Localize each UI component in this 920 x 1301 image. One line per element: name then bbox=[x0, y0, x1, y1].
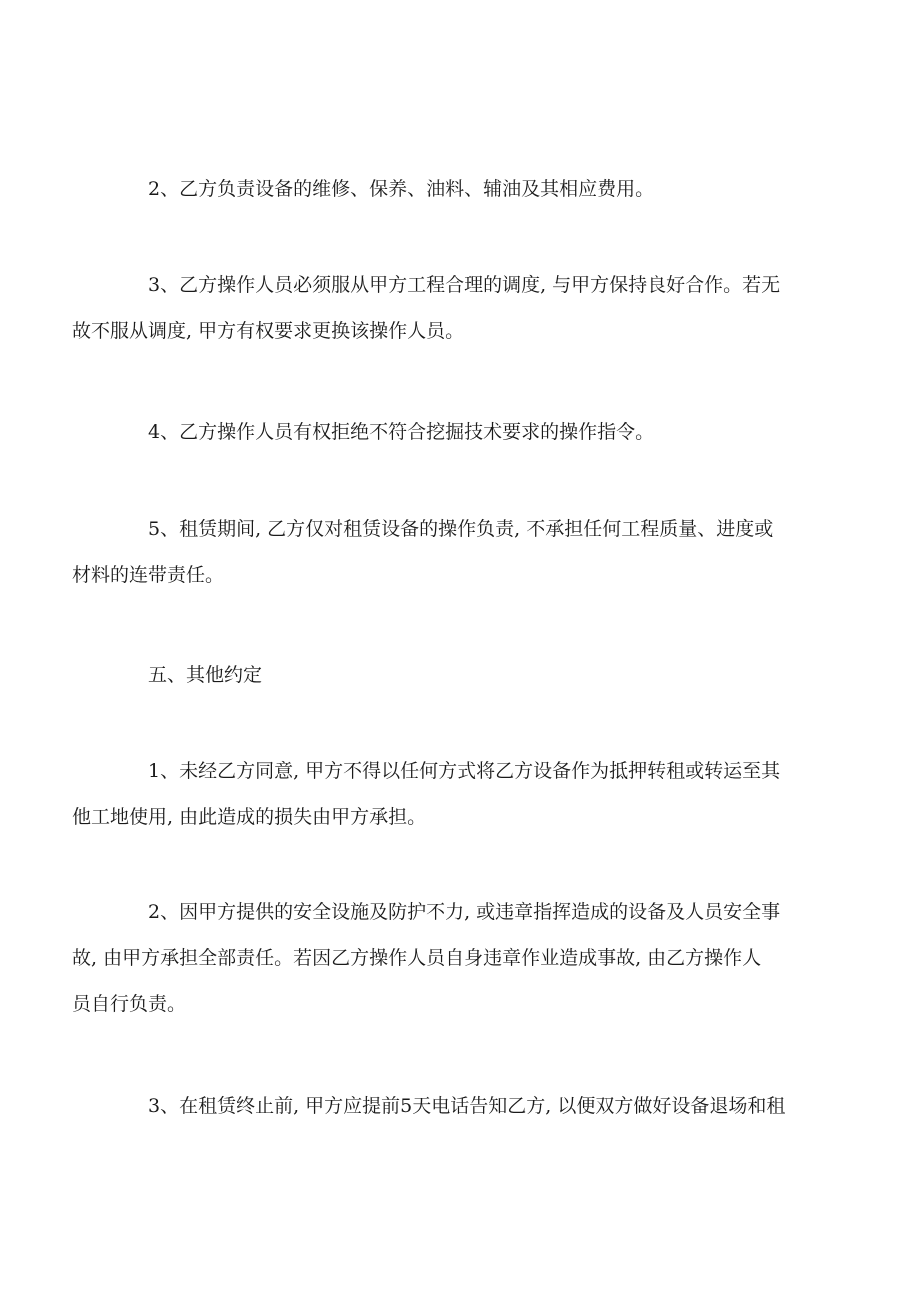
text-line: 4、乙方操作人员有权拒绝不符合挖掘技术要求的操作指令。 bbox=[148, 421, 655, 443]
text-line: 5、租赁期间, 乙方仅对租赁设备的操作负责, 不承担任何工程质量、进度或 bbox=[148, 518, 774, 540]
section-heading-other-agreements bbox=[110, 652, 810, 698]
text-line: 他工地使用, 由此造成的损失由甲方承担。 bbox=[72, 806, 427, 828]
text-line: 故不服从调度, 甲方有权要求更换该操作人员。 bbox=[72, 320, 465, 342]
text-line: 故, 由甲方承担全部责任。若因乙方操作人员自身违章作业造成事故, 由乙方操作人 bbox=[72, 947, 762, 969]
other-clause-1-no-sublease bbox=[72, 748, 810, 840]
other-clause-2-safety-responsibility bbox=[72, 889, 810, 1027]
text-line: 3、乙方操作人员必须服从甲方工程合理的调度, 与甲方保持良好合作。若无 bbox=[148, 274, 781, 296]
clause-5-liability-scope bbox=[72, 506, 810, 598]
text-line: 3、在租赁终止前, 甲方应提前5天电话告知乙方, 以便双方做好设备退场和租 bbox=[148, 1095, 786, 1117]
text-line: 2、因甲方提供的安全设施及防护不力, 或违章指挥造成的设备及人员安全事 bbox=[148, 901, 781, 923]
clause-3-scheduling bbox=[72, 262, 810, 354]
text-line: 2、乙方负责设备的维修、保养、油料、辅油及其相应费用。 bbox=[148, 178, 655, 200]
other-clause-3-termination-notice bbox=[110, 1083, 810, 1129]
text-line: 五、其他约定 bbox=[148, 664, 263, 686]
clause-2-maintenance bbox=[110, 166, 810, 212]
clause-4-refuse-instructions bbox=[110, 409, 810, 455]
text-line: 1、未经乙方同意, 甲方不得以任何方式将乙方设备作为抵押转租或转运至其 bbox=[148, 760, 781, 782]
text-line: 材料的连带责任。 bbox=[72, 564, 225, 586]
text-line: 员自行负责。 bbox=[72, 993, 187, 1015]
